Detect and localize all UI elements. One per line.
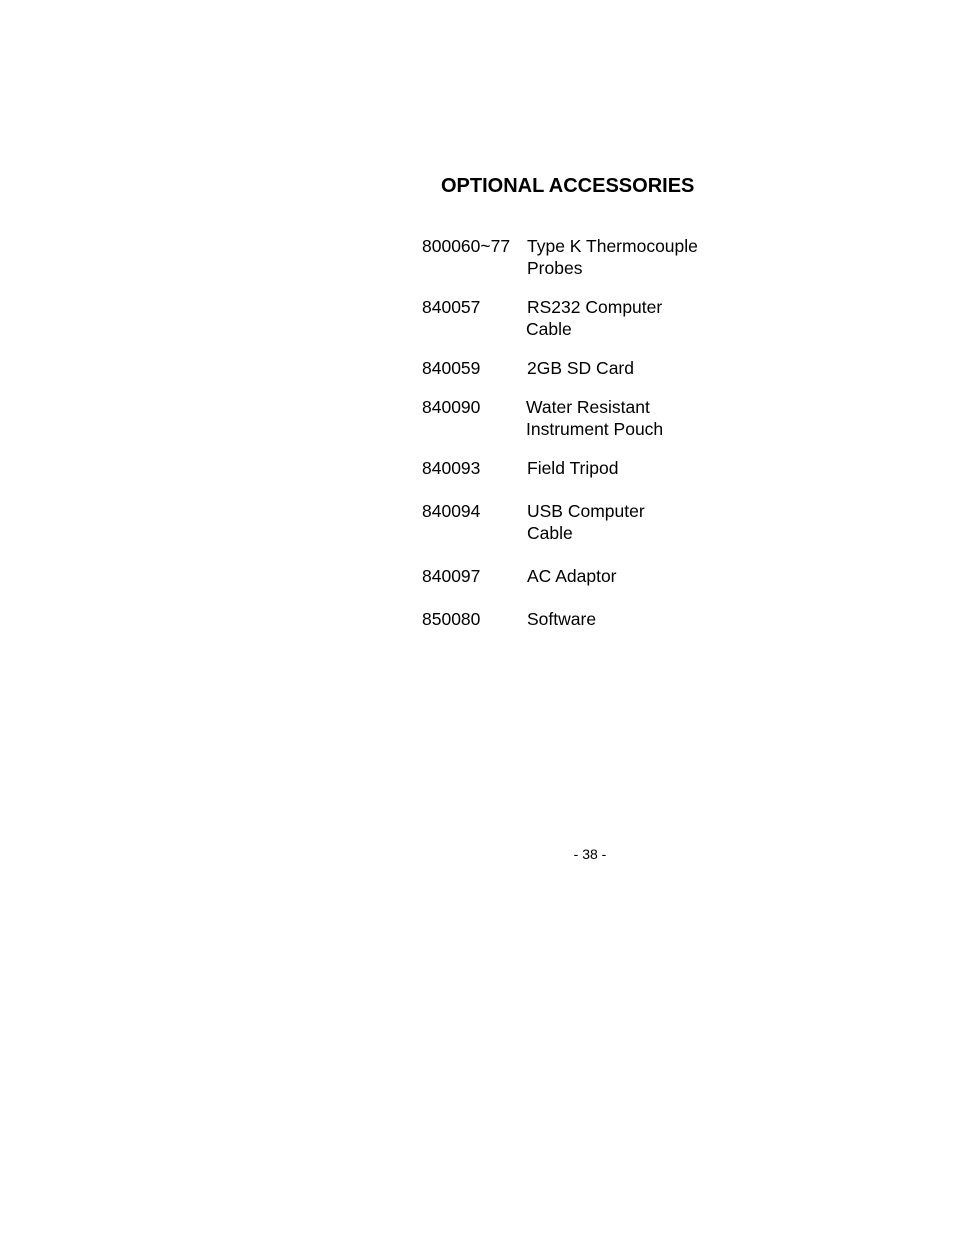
part-description: [527, 566, 747, 588]
description-line: Field Tripod: [527, 458, 619, 478]
part-description: [527, 458, 747, 480]
description-line: Cable: [527, 522, 573, 543]
description-line: Probes: [527, 257, 583, 278]
part-description: [527, 501, 747, 544]
part-number: 800060~77: [422, 236, 511, 256]
part-number: 840057: [422, 297, 481, 317]
part-number: 850080: [422, 609, 481, 629]
part-description: [526, 397, 746, 440]
description-line: RS232 Computer: [527, 297, 663, 317]
description-line: USB Computer: [527, 501, 645, 521]
description-line: Cable: [526, 318, 572, 339]
description-line: Water Resistant: [526, 397, 650, 417]
part-description: [527, 609, 747, 631]
part-number: 840097: [422, 566, 481, 586]
part-description: [527, 297, 747, 340]
part-number: 840094: [422, 501, 481, 521]
description-line: 2GB SD Card: [527, 358, 634, 378]
description-line: Instrument Pouch: [526, 418, 664, 439]
part-number: 840059: [422, 358, 481, 378]
part-description: [527, 358, 747, 380]
description-line: AC Adaptor: [527, 566, 617, 586]
part-number: 840090: [422, 397, 481, 417]
page-title: OPTIONAL ACCESSORIES: [441, 175, 695, 197]
part-description: [527, 236, 747, 279]
description-line: Type K Thermocouple: [527, 236, 698, 256]
part-number: 840093: [422, 458, 481, 478]
page-number: - 38 -: [573, 846, 607, 862]
description-line: Software: [527, 609, 597, 629]
